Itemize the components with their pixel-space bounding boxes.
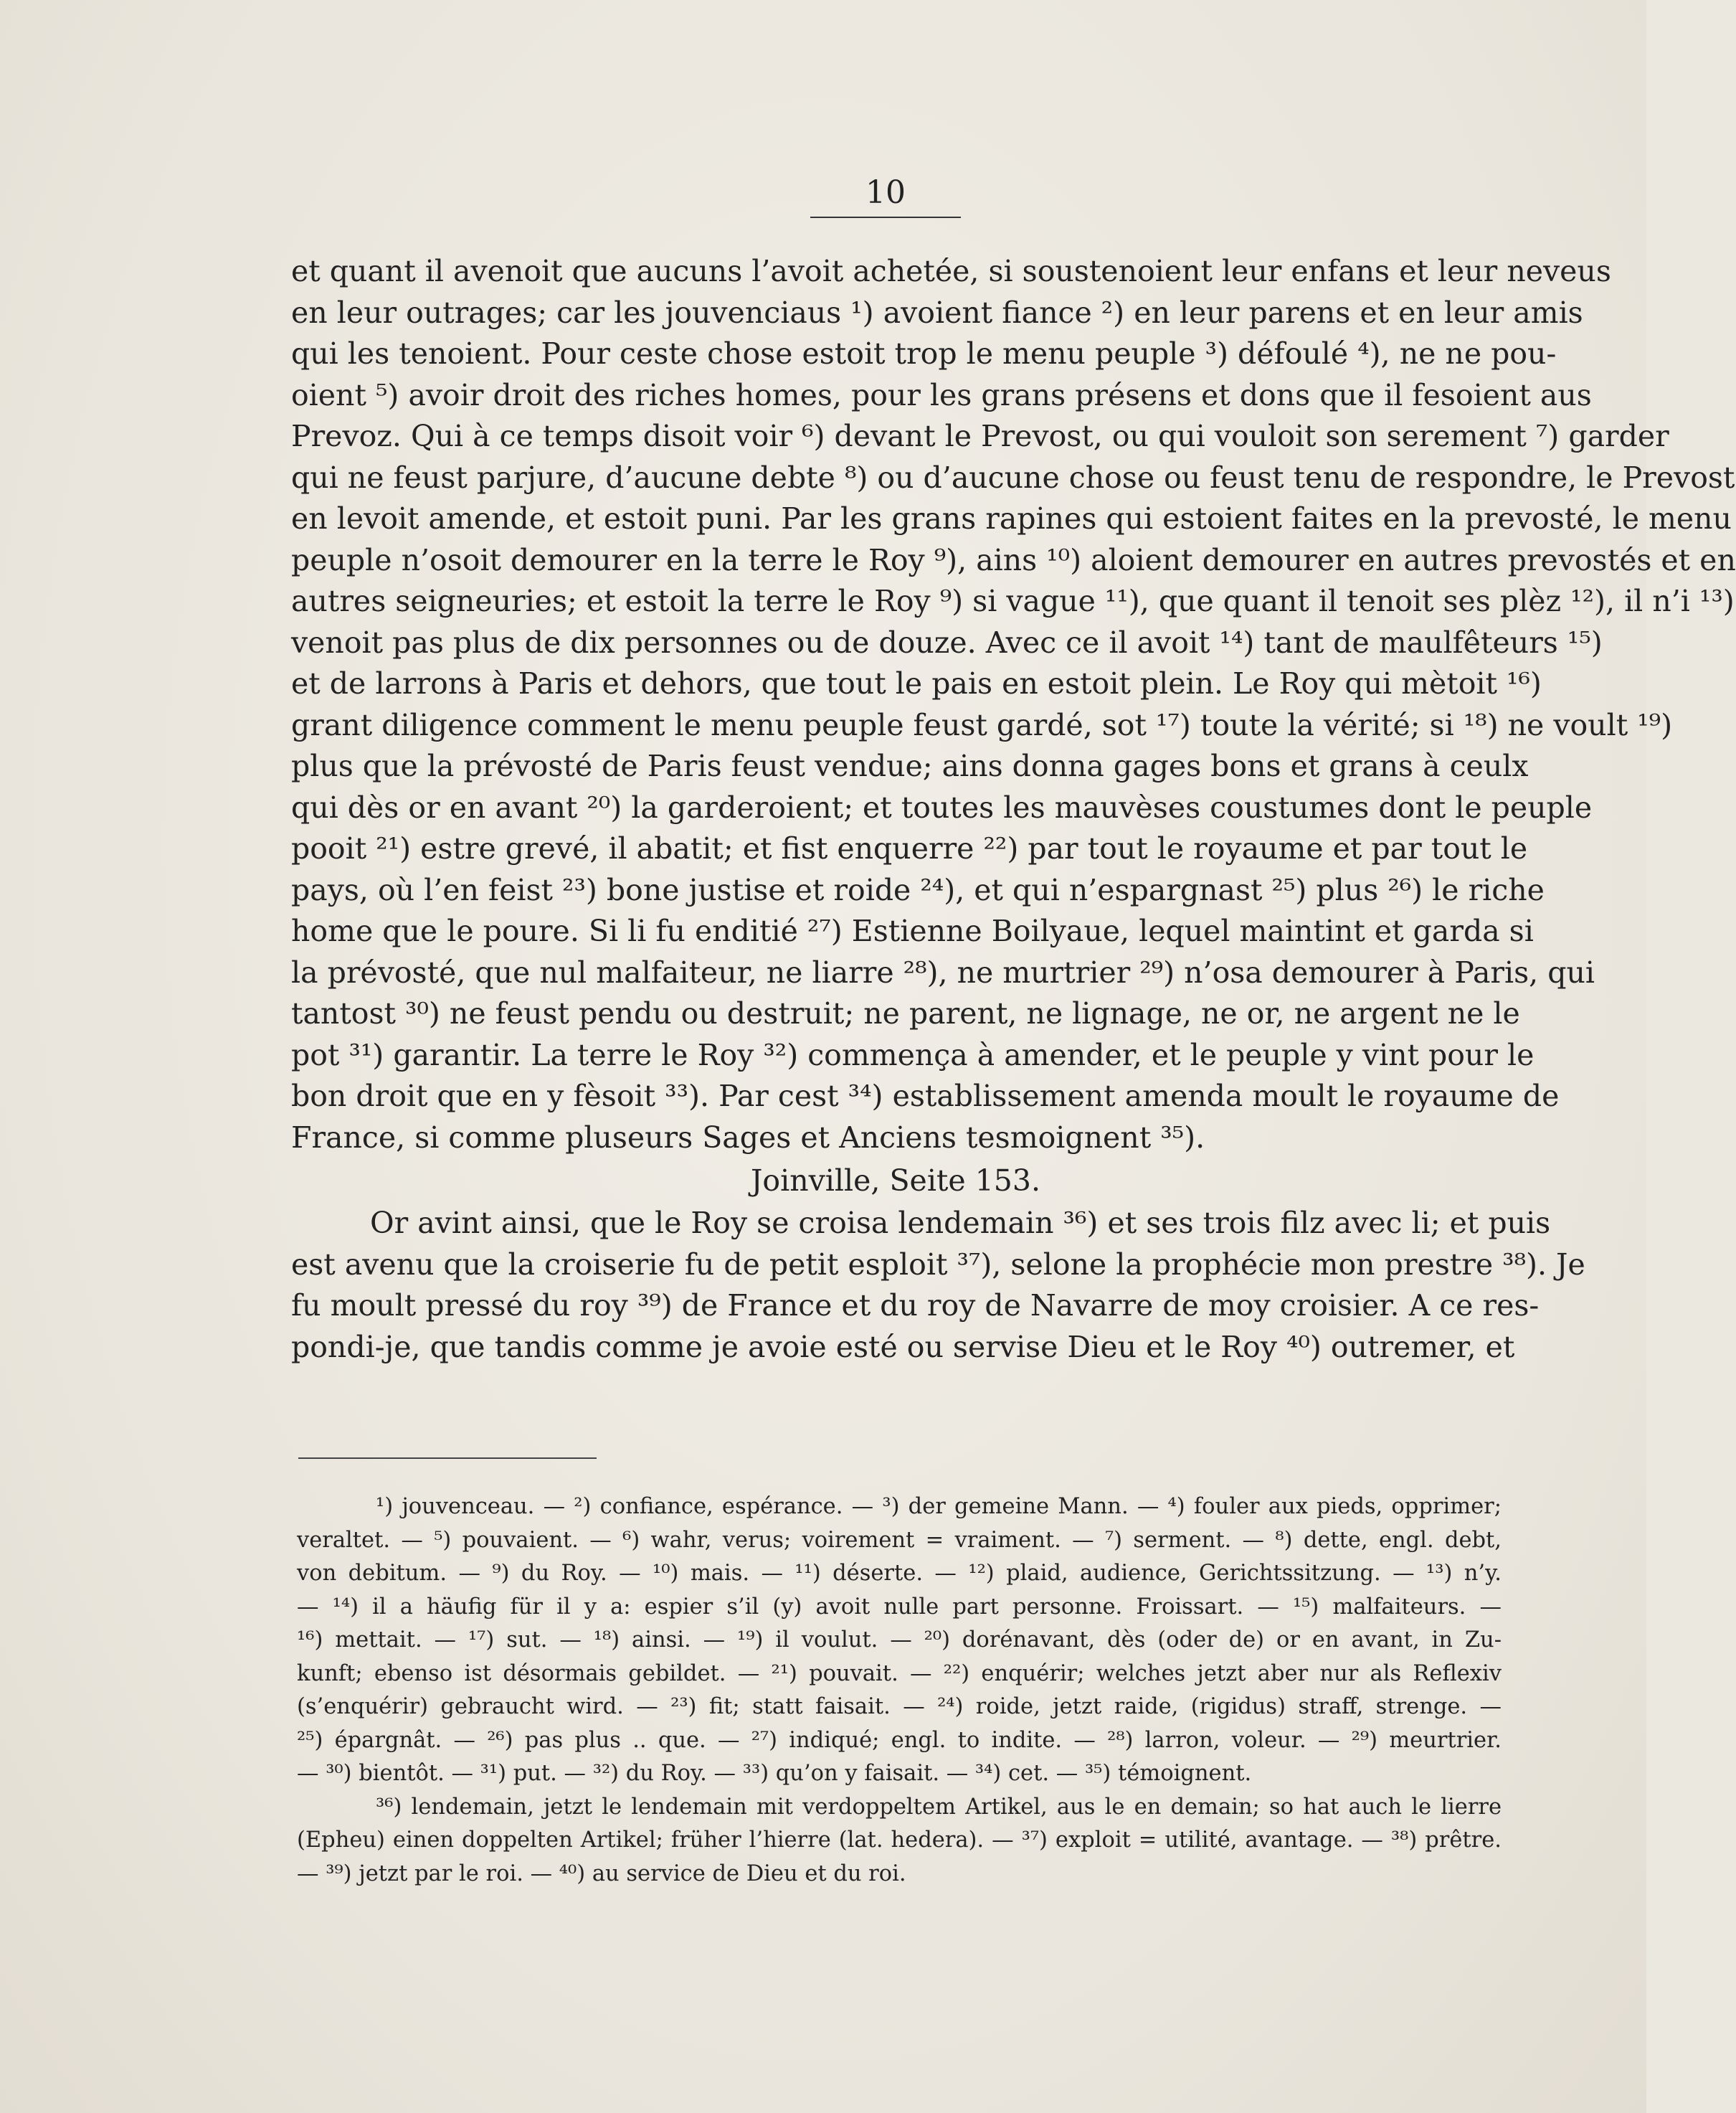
footnote-line: (s’enquérir) gebraucht wird. — ²³) fit; statt faisait. — ²⁴) roide, jetzt raide, (rigidus) straff, strenge. — — [297, 1694, 1502, 1719]
text-line: pot ³¹) garantir. La terre le Roy ³²) commença à amender, et le peuple y vint pour le — [291, 1037, 1535, 1072]
text-line: oient ⁵) avoir droit des riches homes, pour les grans présens et dons que il fesoient aus — [291, 377, 1592, 412]
page-number-rule — [810, 217, 961, 218]
section-heading: Joinville, Seite 153. — [751, 1163, 1040, 1198]
text-line: qui ne feust parjure, d’aucune debte ⁸) ou d’aucune chose ou feust tenu de respondre, le Prevost — [291, 460, 1735, 495]
footnote-line: von debitum. — ⁹) du Roy. — ¹⁰) mais. — ¹¹) déserte. — ¹²) plaid, audience, Gerichtssitzung. — ¹³) n’y. — [297, 1561, 1502, 1586]
text-line: Or avint ainsi, que le Roy se croisa lendemain ³⁶) et ses trois filz avec li; et puis — [370, 1206, 1551, 1240]
footnote-line: ¹) jouvenceau. — ²) confiance, espérance. — ³) der gemeine Mann. — ⁴) fouler aux pieds, opprimer; — [376, 1494, 1502, 1519]
footnote-line: ³⁶) lendemain, jetzt le lendemain mit verdoppeltem Artikel, aus le en demain; so hat auch le lierre — [376, 1794, 1502, 1820]
text-line: et quant il avenoit que aucuns l’avoit achetée, si soustenoient leur enfans et leur neveus — [291, 254, 1611, 288]
text-line: fu moult pressé du roy ³⁹) de France et du roy de Navarre de moy croisier. A ce res- — [291, 1288, 1540, 1323]
footnote-line: — ¹⁴) il a häufig für il y a: espier s’il (y) avoit nulle part personne. Froissart. — ¹⁵) malfaiteurs. — — [297, 1594, 1502, 1620]
text-line: et de larrons à Paris et dehors, que tout le pais en estoit plein. Le Roy qui mètoit ¹⁶) — [291, 666, 1542, 701]
text-line: peuple n’osoit demourer en la terre le Roy ⁹), ains ¹⁰) aloient demourer en autres prevostés et en — [291, 542, 1736, 577]
text-line: tantost ³⁰) ne feust pendu ou destruit; ne parent, ne lignage, ne or, ne argent ne le — [291, 996, 1520, 1031]
text-line: pondi-je, que tandis comme je avoie esté ou servise Dieu et le Roy ⁴⁰) outremer, et — [291, 1329, 1515, 1364]
text-line: autres seigneuries; et estoit la terre le Roy ⁹) si vague ¹¹), que quant il tenoit ses plèz ¹²), il n’i ¹³) — [291, 584, 1735, 618]
footnote-line: — ³⁰) bientôt. — ³¹) put. — ³²) du Roy. — ³³) qu’on y faisait. — ³⁴) cet. — ³⁵) témoignent. — [297, 1761, 1252, 1786]
text-line: plus que la prévosté de Paris feust vendue; ains donna gages bons et grans à ceulx — [291, 749, 1529, 783]
text-line: venoit pas plus de dix personnes ou de douze. Avec ce il avoit ¹⁴) tant de maulfêteurs ¹⁵) — [291, 625, 1603, 660]
text-line: en levoit amende, et estoit puni. Par les grans rapines qui estoient faites en la prevosté, le menu — [291, 501, 1732, 536]
text-line: home que le poure. Si li fu enditié ²⁷) Estienne Boilyaue, lequel maintint et garda si — [291, 914, 1534, 948]
text-line: pooit ²¹) estre grevé, il abatit; et fist enquerre ²²) par tout le royaume et par tout le — [291, 831, 1528, 866]
text-line: la prévosté, que nul malfaiteur, ne liarre ²⁸), ne murtrier ²⁹) n’osa demourer à Paris, qui — [291, 955, 1595, 990]
footnote-line: ¹⁶) mettait. — ¹⁷) sut. — ¹⁸) ainsi. — ¹⁹) il voulut. — ²⁰) dorénavant, dès (oder de) or en avant, in Zu- — [297, 1627, 1502, 1653]
text-line: est avenu que la croiserie fu de petit esploit ³⁷), selone la prophécie mon prestre ³⁸). Je — [291, 1247, 1585, 1282]
text-line: bon droit que en y fèsoit ³³). Par cest ³⁴) establissement amenda moult le royaume de — [291, 1079, 1560, 1113]
text-line: grant diligence comment le menu peuple feust gardé, sot ¹⁷) toute la vérité; si ¹⁸) ne voult ¹⁹) — [291, 707, 1673, 742]
text-line: qui dès or en avant ²⁰) la garderoient; et toutes les mauvèses coustumes dont le peuple — [291, 790, 1593, 825]
text-line: en leur outrages; car les jouvenciaus ¹) avoient fiance ²) en leur parens et en leur amis — [291, 295, 1583, 330]
footnotes — [297, 1490, 1502, 1891]
footnote-line: kunft; ebenso ist désormais gebildet. — ²¹) pouvait. — ²²) enquérir; welches jetzt aber nur als Reflexiv — [297, 1660, 1502, 1686]
footnote-line: (Epheu) einen doppelten Artikel; früher l’hierre (lat. hedera). — ³⁷) exploit = utilité, avantage. — ³⁸) prêtre. — [297, 1828, 1502, 1853]
footnote-line: ²⁵) épargnât. — ²⁶) pas plus .. que. — ²⁷) indiqué; engl. to indite. — ²⁸) larron, voleur. — ²⁹) meurtrier. — [297, 1727, 1502, 1753]
text-line: Prevoz. Qui à ce temps disoit voir ⁶) devant le Prevost, ou qui vouloit son serement ⁷) garder — [291, 419, 1669, 453]
text-line: qui les tenoient. Pour ceste chose estoit trop le menu peuple ³) défoulé ⁴), ne ne pou- — [291, 336, 1557, 371]
text-line: pays, où l’en feist ²³) bone justise et roide ²⁴), et qui n’espargnast ²⁵) plus ²⁶) le riche — [291, 872, 1545, 907]
main-text — [291, 251, 1736, 1368]
page-number: 10 — [865, 174, 906, 211]
footnote-line: veraltet. — ⁵) pouvaient. — ⁶) wahr, verus; voirement = vraiment. — ⁷) serment. — ⁸) dette, engl. debt, — [297, 1527, 1502, 1553]
footnote-separator — [298, 1457, 597, 1459]
footnote-line: — ³⁹) jetzt par le roi. — ⁴⁰) au service de Dieu et du roi. — [297, 1861, 906, 1886]
text-line: France, si comme pluseurs Sages et Anciens tesmoignent ³⁵). — [291, 1120, 1205, 1155]
